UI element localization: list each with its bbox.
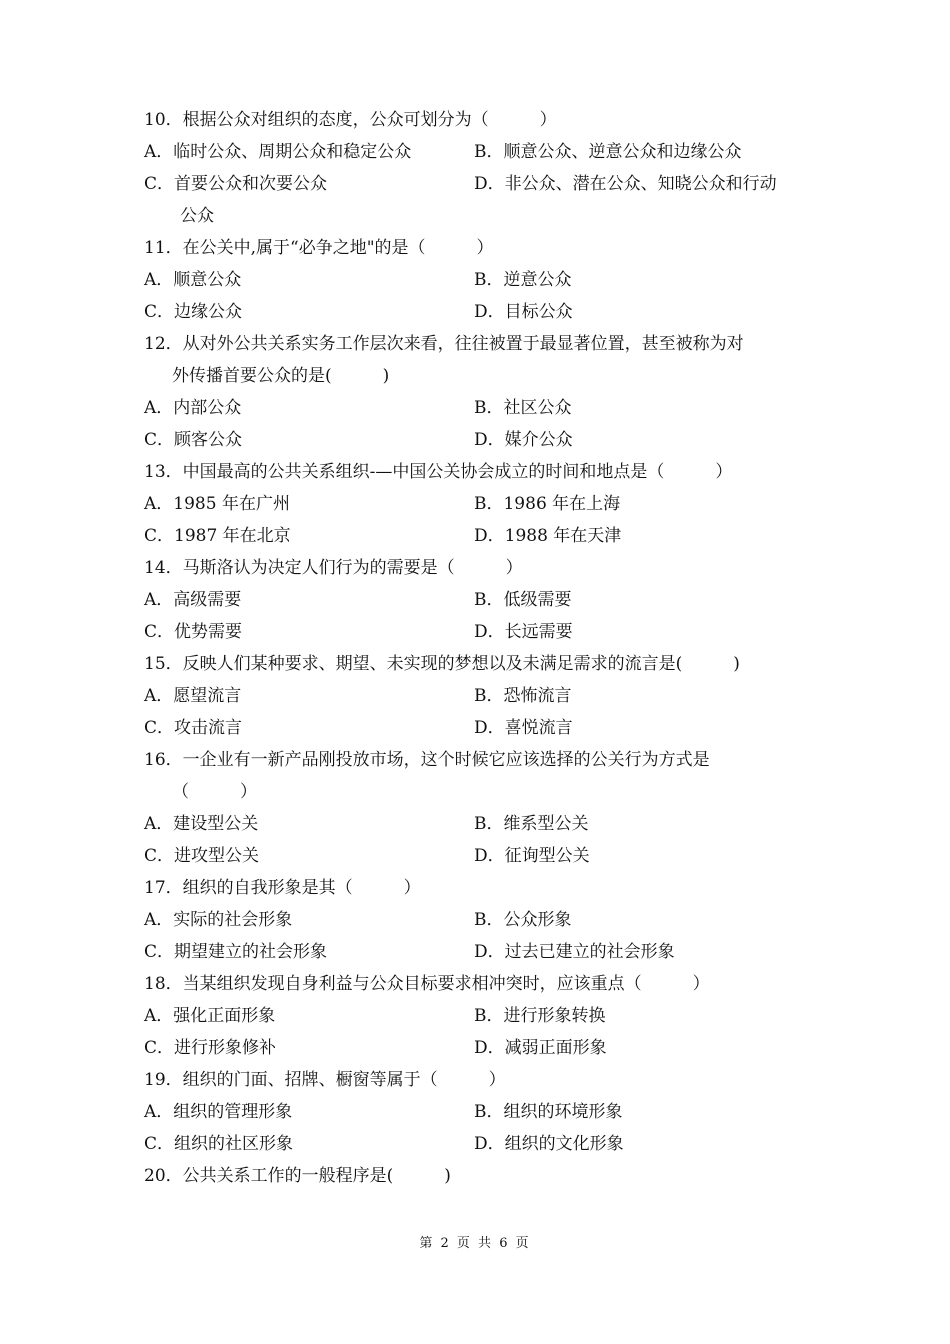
question-14-stem: 14．马斯洛认为决定人们行为的需要是（ ）	[144, 558, 523, 578]
question-16-stem-continuation: （ ）	[172, 782, 257, 802]
question-13-options-row-2	[144, 520, 824, 552]
question-14-option-b: B．低级需要	[474, 590, 572, 610]
question-12-option-b: B．社区公众	[474, 398, 572, 418]
question-19-option-d: D．组织的文化形象	[474, 1134, 624, 1154]
page-footer: 第 2 页 共 6 页	[419, 1236, 531, 1251]
question-17-options-row-1	[144, 904, 824, 936]
question-10-option-d-continuation: 公众	[180, 206, 214, 226]
question-11-stem: 11．在公关中,属于“必争之地"的是（ ）	[144, 238, 494, 258]
question-14-option-c: C．优势需要	[144, 622, 243, 642]
question-15-options-row-1	[144, 680, 824, 712]
question-14-option-d: D．长远需要	[474, 622, 573, 642]
question-13-option-b: B．1986 年在上海	[474, 494, 621, 514]
question-11-options-row-2	[144, 296, 824, 328]
question-16-stem: 16．一企业有一新产品刚投放市场，这个时候它应该选择的公关行为方式是	[144, 750, 710, 770]
question-10-option-a: A．临时公众、周期公众和稳定公众	[144, 142, 412, 162]
question-17-stem: 17．组织的自我形象是其（ ）	[144, 878, 421, 898]
question-18-stem: 18．当某组织发现自身利益与公众目标要求相冲突时，应该重点（ ）	[144, 974, 710, 994]
question-18-option-d: D．减弱正面形象	[474, 1038, 607, 1058]
question-11-options-row-1	[144, 264, 824, 296]
question-19-stem: 19．组织的门面、招牌、橱窗等属于（ ）	[144, 1070, 506, 1090]
question-16-options-row-2	[144, 840, 824, 872]
question-10-options-row-2	[144, 168, 824, 200]
question-12-option-a: A．内部公众	[144, 398, 242, 418]
question-16-option-a: A．建设型公关	[144, 814, 259, 834]
question-16-options-row-1	[144, 808, 824, 840]
question-15-stem: 15．反映人们某种要求、期望、未实现的梦想以及未满足需求的流言是( )	[144, 654, 740, 674]
question-12-stem-continuation: 外传播首要公众的是( )	[172, 366, 390, 386]
question-17-option-b: B．公众形象	[474, 910, 572, 930]
question-18-options-row-1	[144, 1000, 824, 1032]
question-18-option-c: C．进行形象修补	[144, 1038, 277, 1058]
question-20-stem: 20．公共关系工作的一般程序是( )	[144, 1166, 451, 1186]
question-12-option-d: D．媒介公众	[474, 430, 573, 450]
question-18-options-row-2	[144, 1032, 824, 1064]
question-12-stem: 12．从对外公共关系实务工作层次来看，往往被置于最显著位置，甚至被称为对	[144, 334, 744, 354]
question-15-option-d: D．喜悦流言	[474, 718, 573, 738]
question-16-option-d: D．征询型公关	[474, 846, 590, 866]
question-15-option-b: B．恐怖流言	[474, 686, 572, 706]
question-13-option-a: A．1985 年在广州	[144, 494, 290, 514]
question-19-options-row-2	[144, 1128, 824, 1160]
question-10-option-c: C．首要公众和次要公众	[144, 174, 328, 194]
question-list	[144, 104, 824, 1192]
question-17-option-a: A．实际的社会形象	[144, 910, 293, 930]
question-17-options-row-2	[144, 936, 824, 968]
question-16-option-c: C．进攻型公关	[144, 846, 260, 866]
question-11-option-c: C．边缘公众	[144, 302, 243, 322]
question-18-option-a: A．强化正面形象	[144, 1006, 276, 1026]
question-13-option-d: D．1988 年在天津	[474, 526, 622, 546]
question-12-options-row-2	[144, 424, 824, 456]
question-11-option-b: B．逆意公众	[474, 270, 572, 290]
question-10-option-d: D．非公众、潜在公众、知晓公众和行动	[474, 174, 777, 194]
question-12-options-row-1	[144, 392, 824, 424]
question-14-options-row-1	[144, 584, 824, 616]
question-11-option-a: A．顺意公众	[144, 270, 242, 290]
question-16-option-b: B．维系型公关	[474, 814, 589, 834]
question-10-stem: 10．根据公众对组织的态度，公众可划分为（ ）	[144, 110, 557, 130]
question-15-option-a: A．愿望流言	[144, 686, 242, 706]
question-19-option-c: C．组织的社区形象	[144, 1134, 294, 1154]
question-13-options-row-1	[144, 488, 824, 520]
question-19-option-b: B．组织的环境形象	[474, 1102, 623, 1122]
question-13-option-c: C．1987 年在北京	[144, 526, 291, 546]
question-18-option-b: B．进行形象转换	[474, 1006, 606, 1026]
question-17-option-c: C．期望建立的社会形象	[144, 942, 328, 962]
question-11-option-d: D．目标公众	[474, 302, 573, 322]
question-14-options-row-2	[144, 616, 824, 648]
question-19-options-row-1	[144, 1096, 824, 1128]
question-15-options-row-2	[144, 712, 824, 744]
question-12-option-c: C．顾客公众	[144, 430, 243, 450]
question-14-option-a: A．高级需要	[144, 590, 242, 610]
question-15-option-c: C．攻击流言	[144, 718, 243, 738]
question-13-stem: 13．中国最高的公共关系组织-—中国公关协会成立的时间和地点是（ ）	[144, 462, 733, 482]
question-10-option-b: B．顺意公众、逆意公众和边缘公众	[474, 142, 742, 162]
question-10-options-row-1	[144, 136, 824, 168]
question-17-option-d: D．过去已建立的社会形象	[474, 942, 675, 962]
question-19-option-a: A．组织的管理形象	[144, 1102, 293, 1122]
